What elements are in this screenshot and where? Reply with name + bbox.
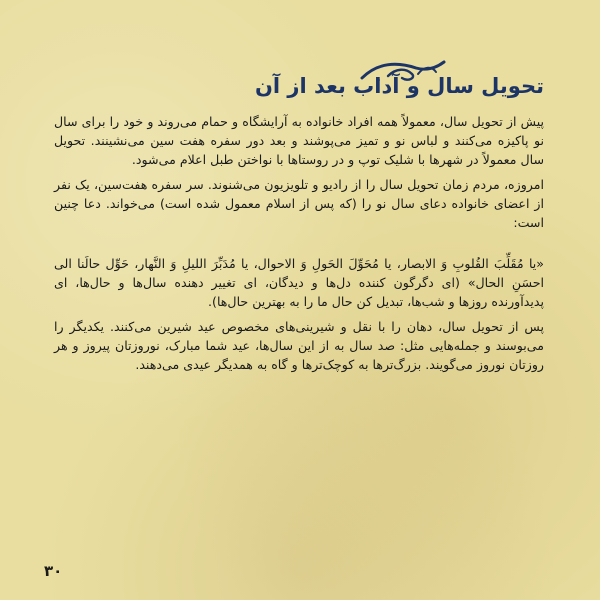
page-number: ۳۰	[44, 562, 63, 580]
title-area	[124, 58, 544, 108]
page-title: تحویل سال و آداب بعد از آن	[254, 74, 544, 98]
paragraph-4: پس از تحویل سال، دهان را با نقل و شیرینی‌های مخصوص عید شیرین می‌کنند. یکدیگر را می‌بوسند و جمله‌هایی مثل: صد سال به از این سال‌ها، عید شما مبارک، نوروزتان پیروز و هر روزتان نوروز می‌گویند. بزرگ‌ترها به کوچک‌ترها و گاه به همدیگر عیدی می‌دهند.	[54, 319, 544, 372]
paragraph-1: پیش از تحویل سال، معمولاً همه افراد خانواده به آرایشگاه و حمام می‌روند و خود را برای سال نو پاکیزه می‌کنند و لباس نو و تمیز می‌پوشند و بعد دور سفره هفت سین می‌نشینند. تحویل سال معمولاً در شهرها با شلیک توپ و در روستاها با نواختن طبل اعلام می‌شود.	[54, 114, 544, 167]
paragraph-prayer: «یا مُقَلِّبَ القُلوبِ وَ الابصار، یا مُحَوِّلَ الحَولِ وَ الاحوال، یا مُدَبِّرَ اللیلِ وَ النَّهار، حَوِّل حالَنا الی احسَنِ الحال» (ای دگرگون کننده دل‌ها و دیدگان، ای تغییر دهنده سال‌ها و حال‌ها، ای پدیدآورنده روزها و شب‌ها، تبدیل کن حال ما را به بهترین حال‌ها).	[54, 256, 544, 309]
paragraph-2: امروزه، مردم زمان تحویل سال را از رادیو و تلویزیون می‌شنوند. سر سفره هفت‌سین، یک نفر از اعضای خانواده دعای سال نو را (که پس از اسلام معمول شده است) می‌خواند. دعا چنین است:	[54, 177, 544, 230]
body-text	[54, 112, 544, 374]
